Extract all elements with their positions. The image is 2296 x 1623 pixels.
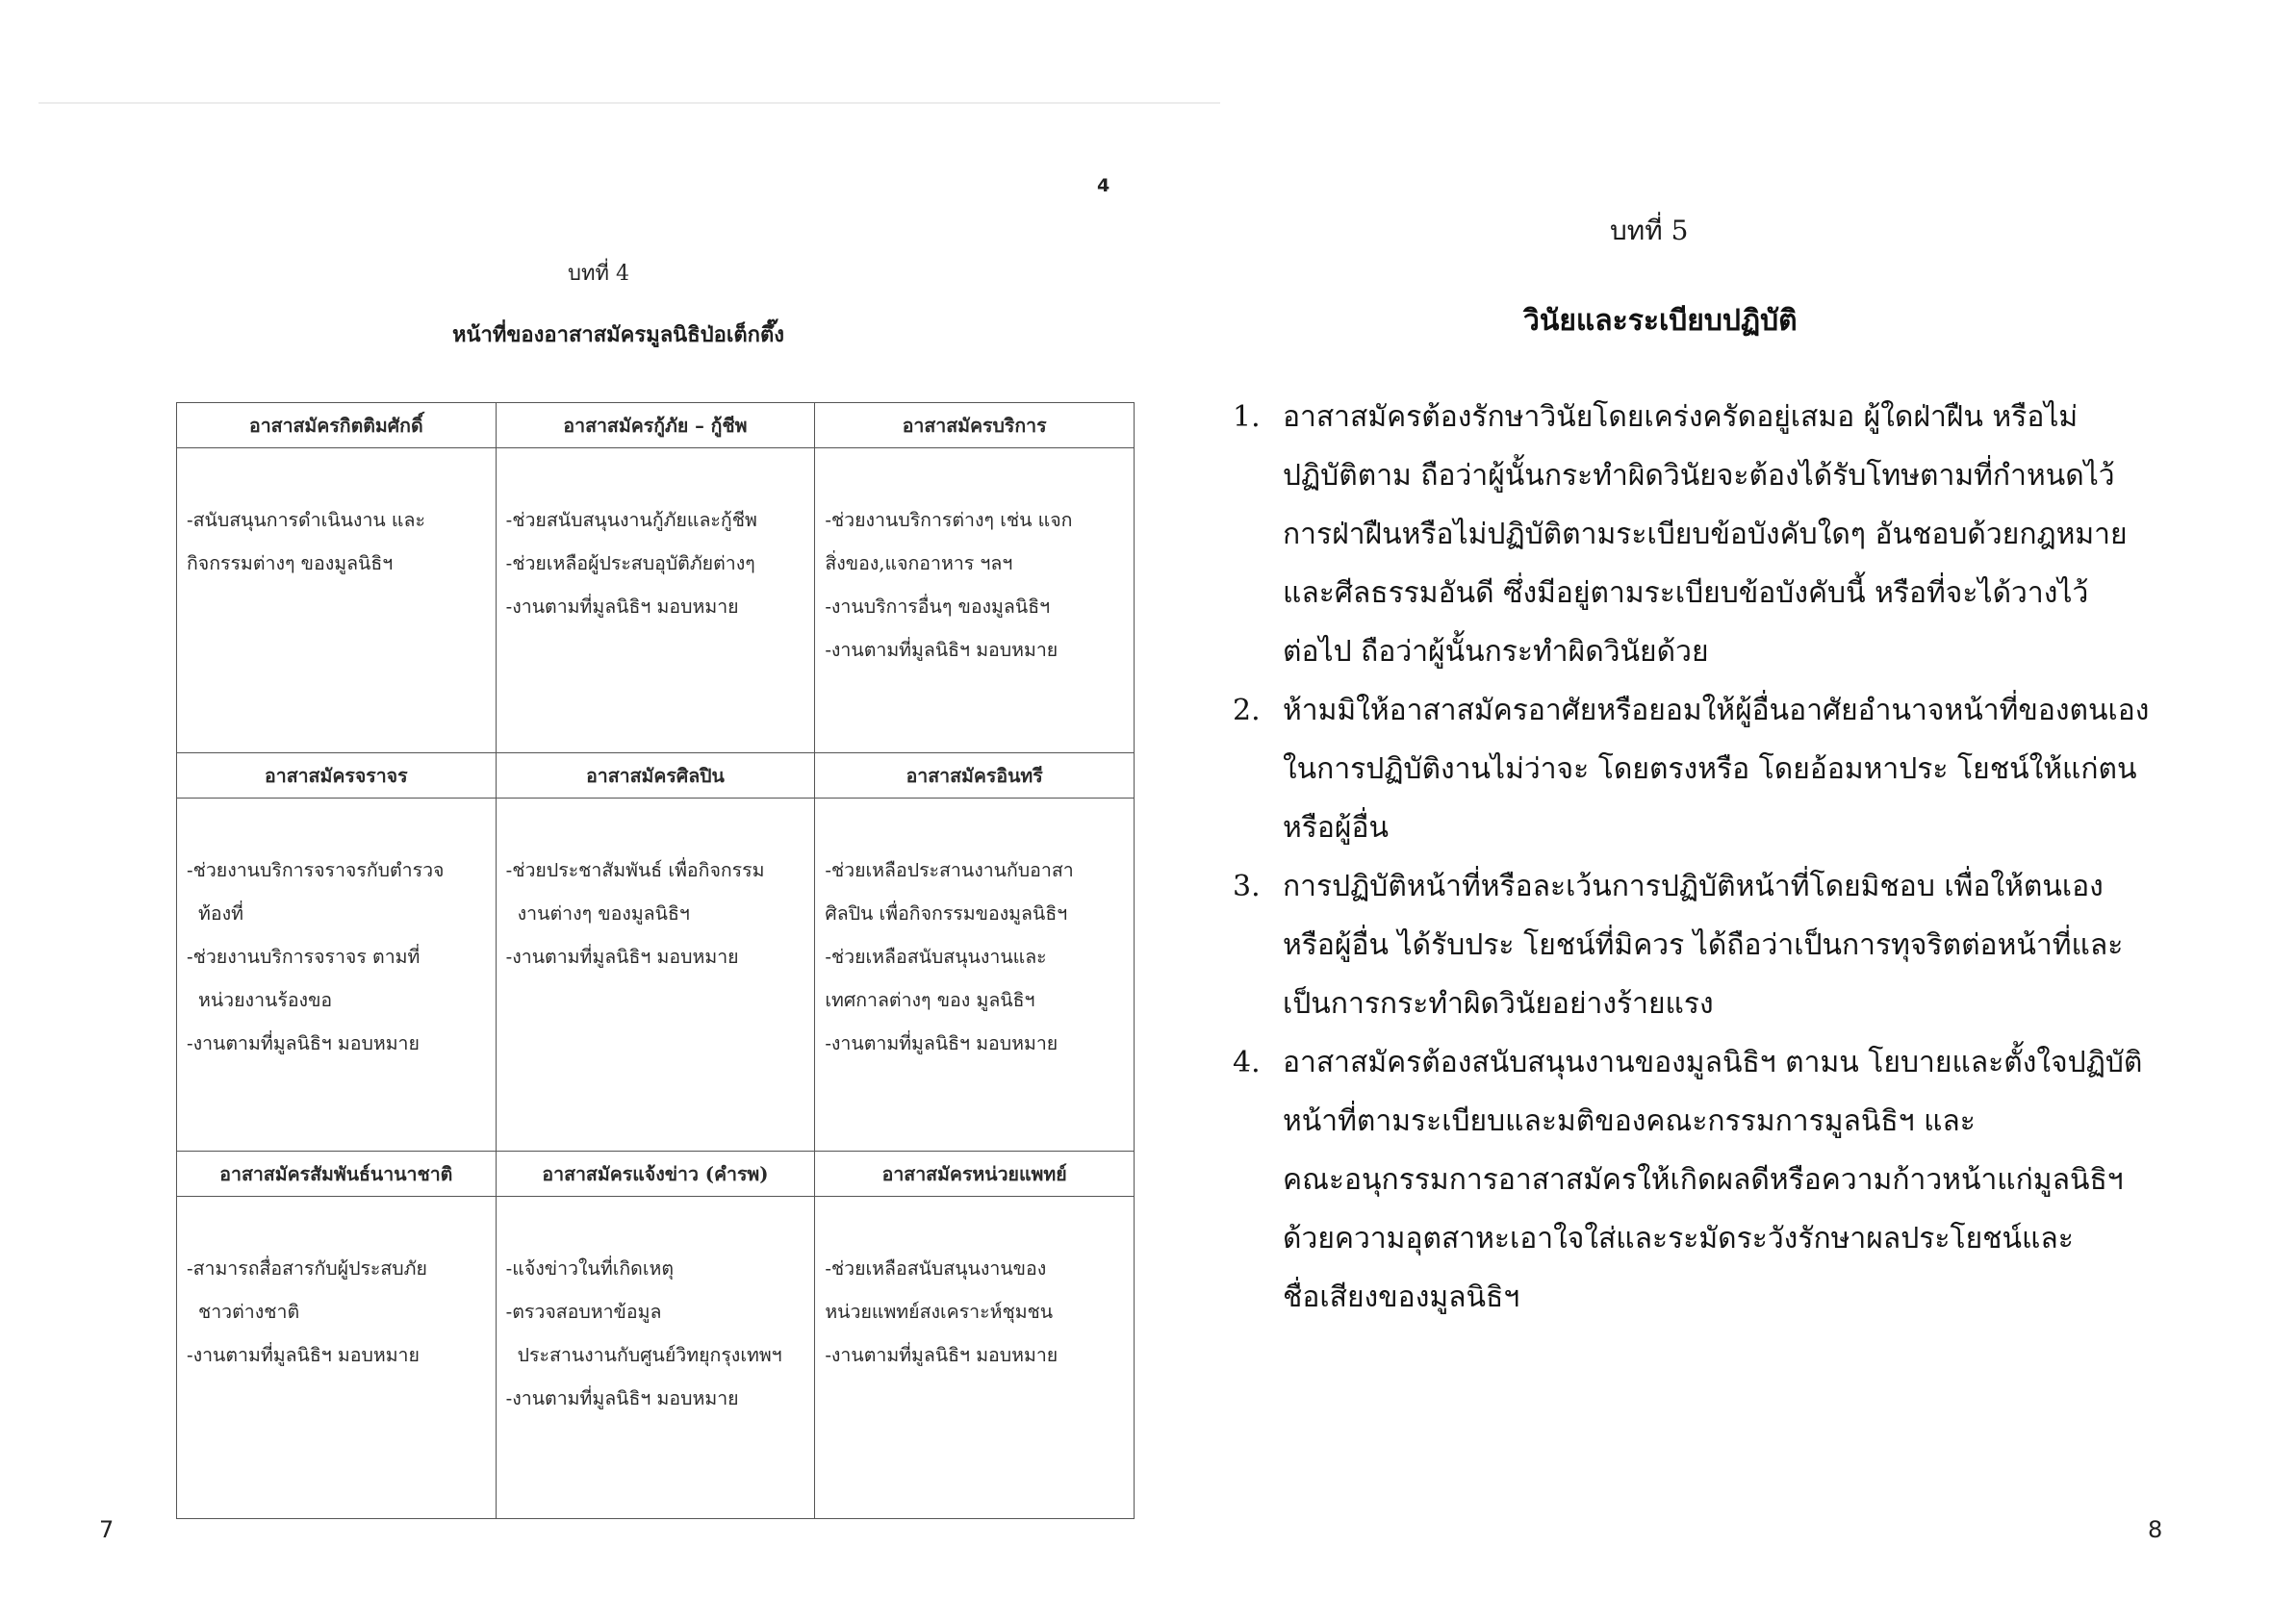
rule-number: 4. [1233, 1046, 1261, 1079]
chapter-heading: บทที่ 4 [568, 262, 629, 286]
duties-cell [496, 799, 815, 1152]
duties-cell [177, 799, 497, 1152]
duties-cell [177, 1197, 497, 1519]
list-item [1148, 388, 2293, 681]
table-row [177, 448, 1135, 753]
duty-line: -งานตามที่มูลนิธิฯ มอบหมาย [505, 596, 739, 618]
rules-list [1148, 388, 2293, 1327]
column-heading: อาสาสมัครหน่วยแพทย์ [815, 1152, 1135, 1197]
rule-line: การฝ่าฝืนหรือไม่ปฏิบัติตามระเบียบข้อบังคับใดๆ อันชอบด้วยกฎหมาย [1283, 518, 2128, 551]
table-header-row [177, 403, 1135, 448]
rule-line: ชื่อเสียงของมูลนิธิฯ [1283, 1281, 1520, 1314]
duty-line: -ช่วยประชาสัมพันธ์ เพื่อกิจกรรม [505, 859, 765, 881]
footer-page-number: 8 [2148, 1516, 2163, 1543]
table-header-row [177, 753, 1135, 799]
rule-line: หรือผู้อื่น ได้รับประ โยชน์ที่มิควร ได้ถือว่าเป็นการทุจริตต่อหน้าที่และ [1283, 928, 2124, 962]
rule-line: อาสาสมัครต้องรักษาวินัยโดยเคร่งครัดอยู่เสมอ ผู้ใดฝ่าฝืน หรือไม่ [1283, 400, 2079, 434]
duty-line: กิจกรรมต่างๆ ของมูลนิธิฯ [187, 552, 394, 574]
rule-line: และศีลธรรมอันดี ซึ่งมีอยู่ตามระเบียบข้อบังคับนี้ หรือที่จะได้วางไว้ [1283, 576, 2089, 610]
rule-line: อาสาสมัครต้องสนับสนุนงานของมูลนิธิฯ ตามน โยบายและตั้งใจปฏิบัติ [1283, 1046, 2143, 1079]
table-row [177, 1197, 1135, 1519]
rule-number: 1. [1233, 400, 1261, 434]
list-item [1148, 681, 2293, 857]
rule-line: ด้วยความอุตสาหะเอาใจใส่และระมัดระวังรักษาผลประโยชน์และ [1283, 1222, 2074, 1255]
duty-line: -งานตามที่มูลนิธิฯ มอบหมาย [825, 639, 1059, 661]
page-title: หน้าที่ของอาสาสมัครมูลนิธิป่อเต็กตึ๊ง [452, 322, 784, 347]
duty-line: -ช่วยงานบริการจราจร ตามที่ [187, 946, 421, 968]
column-heading: อาสาสมัครอินทรี [815, 753, 1135, 799]
column-heading: อาสาสมัครแจ้งข่าว (คำรพ) [496, 1152, 815, 1197]
rule-line: ห้ามมิให้อาสาสมัครอาศัยหรือยอมให้ผู้อื่นอาศัยอำนาจหน้าที่ของตนเอง [1283, 694, 2150, 727]
duties-cell [815, 799, 1135, 1152]
rule-line: ปฏิบัติตาม ถือว่าผู้นั้นกระทำผิดวินัยจะต้องได้รับโทษตามที่กำหนดไว้ [1283, 459, 2115, 493]
volunteer-duties-table [176, 402, 1135, 1519]
rule-line: หรือผู้อื่น [1283, 811, 1390, 845]
duties-cell [815, 1197, 1135, 1519]
duty-line: หน่วยงานร้องขอ [198, 989, 333, 1011]
duties-cell [815, 448, 1135, 753]
list-item [1148, 857, 2293, 1033]
rule-line: ต่อไป ถือว่าผู้นั้นกระทำผิดวินัยด้วย [1283, 635, 1709, 669]
duty-line: -ช่วยงานบริการจราจรกับตำรวจ [187, 859, 445, 881]
chapter-heading: บทที่ 5 [1610, 215, 1689, 246]
duty-line: -งานตามที่มูลนิธิฯ มอบหมาย [187, 1344, 420, 1366]
duty-line: -งานตามที่มูลนิธิฯ มอบหมาย [187, 1032, 420, 1054]
duty-line: ชาวต่างชาติ [198, 1301, 300, 1323]
duty-line: -สนับสนุนการดำเนินงาน และ [187, 509, 425, 531]
column-heading: อาสาสมัครศิลปิน [496, 753, 815, 799]
duty-line: -สามารถสื่อสารกับผู้ประสบภัย [187, 1257, 427, 1280]
rule-line: เป็นการกระทำผิดวินัยอย่างร้ายแรง [1283, 987, 1714, 1021]
list-item [1148, 1033, 2293, 1327]
duty-line: -งานบริการอื่นๆ ของมูลนิธิฯ [825, 596, 1051, 618]
column-heading: อาสาสมัครบริการ [815, 403, 1135, 448]
column-heading: อาสาสมัครจราจร [177, 753, 497, 799]
duty-line: -แจ้งข่าวในที่เกิดเหตุ [505, 1257, 675, 1280]
duty-line: -งานตามที่มูลนิธิฯ มอบหมาย [505, 1387, 739, 1409]
table-header-row [177, 1152, 1135, 1197]
table-row [177, 799, 1135, 1152]
duties-cell [177, 448, 497, 753]
duty-line: -ช่วยเหลือสนับสนุนงานและ [825, 946, 1047, 968]
duty-line: ประสานงานกับศูนย์วิทยุกรุงเทพฯ [517, 1344, 782, 1366]
duty-line: -งานตามที่มูลนิธิฯ มอบหมาย [505, 946, 739, 968]
duty-line: -ช่วยเหลือประสานงานกับอาสา [825, 859, 1074, 881]
page-title: วินัยและระเบียบปฏิบัติ [1523, 304, 1798, 338]
column-heading: อาสาสมัครสัมพันธ์นานาชาติ [177, 1152, 497, 1197]
duty-line: -งานตามที่มูลนิธิฯ มอบหมาย [825, 1344, 1059, 1366]
duty-line: เทศกาลต่างๆ ของ มูลนิธิฯ [825, 989, 1035, 1011]
rule-number: 3. [1233, 870, 1261, 903]
right-page [1148, 0, 2296, 1623]
rule-line: หน้าที่ตามระเบียบและมติของคณะกรรมการมูลนิธิฯ และ [1283, 1104, 1976, 1138]
duty-line: -ตรวจสอบหาข้อมูล [505, 1301, 662, 1323]
duties-cell [496, 448, 815, 753]
inner-page-number: 4 [1097, 175, 1110, 196]
duty-line: -งานตามที่มูลนิธิฯ มอบหมาย [825, 1032, 1059, 1054]
duty-line: ศิลปิน เพื่อกิจกรรมของมูลนิธิฯ [825, 902, 1068, 925]
column-heading: อาสาสมัครกู้ภัย – กู้ชีพ [496, 403, 815, 448]
footer-page-number: 7 [99, 1516, 115, 1543]
duty-line: -ช่วยงานบริการต่างๆ เช่น แจก [825, 509, 1073, 531]
duty-line: -ช่วยเหลือผู้ประสบอุบัติภัยต่างๆ [505, 552, 755, 574]
duty-line: สิ่งของ,แจกอาหาร ฯลฯ [825, 552, 1013, 574]
duty-line: ท้องที่ [198, 902, 243, 925]
column-heading: อาสาสมัครกิตติมศักดิ์ [177, 403, 497, 448]
rule-number: 2. [1233, 694, 1261, 727]
duty-line: หน่วยแพทย์สงเคราะห์ชุมชน [825, 1301, 1054, 1323]
duty-line: -ช่วยเหลือสนับสนุนงานของ [825, 1257, 1047, 1280]
duties-cell [496, 1197, 815, 1519]
duty-line: -ช่วยสนับสนุนงานกู้ภัยและกู้ชีพ [505, 509, 757, 531]
duty-line: งานต่างๆ ของมูลนิธิฯ [517, 902, 690, 925]
rule-line: การปฏิบัติหน้าที่หรือละเว้นการปฏิบัติหน้าที่โดยมิชอบ เพื่อให้ตนเอง [1283, 870, 2104, 903]
rule-line: คณะอนุกรรมการอาสาสมัครให้เกิดผลดีหรือความก้าวหน้าแก่มูลนิธิฯ [1283, 1163, 2124, 1197]
rule-line: ในการปฏิบัติงานไม่ว่าจะ โดยตรงหรือ โดยอ้อมหาประ โยชน์ให้แก่ตน [1283, 752, 2137, 786]
